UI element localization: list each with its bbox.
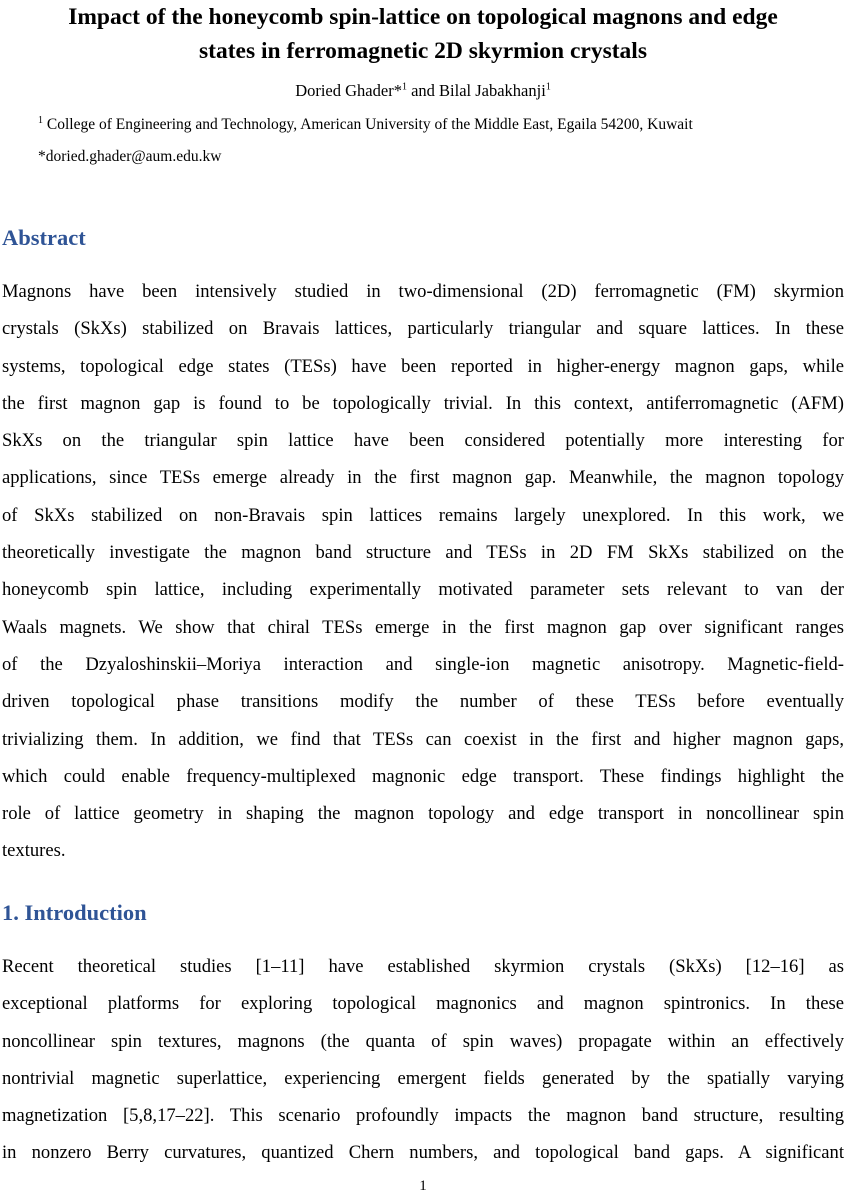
abstract-line: crystals (SkXs) stabilized on Bravais lattices, particularly triangular and square lattices. In these xyxy=(2,318,844,340)
abstract-line: the first magnon gap is found to be topologically trivial. In this context, antiferromagnetic (AFM) xyxy=(2,392,844,414)
introduction-line: magnetization [5,8,17–22]. This scenario profoundly impacts the magnon band structure, resulting xyxy=(2,1105,844,1127)
author-name: Bilal Jabakhanji xyxy=(439,81,546,100)
title-line: Impact of the honeycomb spin-lattice on topological magnons and edge xyxy=(68,4,778,30)
author-affil-sup: 1 xyxy=(545,81,551,93)
abstract-line: honeycomb spin lattice, including experimentally motivated parameter sets relevant to van der xyxy=(2,579,844,601)
affiliation xyxy=(38,115,693,135)
introduction-line: nontrivial magnetic superlattice, experiencing emergent fields generated by the spatially varying xyxy=(2,1067,844,1089)
abstract-body xyxy=(2,273,844,870)
abstract-line: SkXs on the triangular spin lattice have been considered potentially more interesting for xyxy=(2,430,844,452)
abstract-line: theoretically investigate the magnon band structure and TESs in 2D FM SkXs stabilized on the xyxy=(2,542,844,564)
abstract-line: textures. xyxy=(2,840,66,862)
author-name: Doried Ghader* xyxy=(295,81,402,100)
abstract-line: which could enable frequency-multiplexed magnonic edge transport. These findings highlight the xyxy=(2,765,844,787)
title-line: states in ferromagnetic 2D skyrmion crystals xyxy=(199,38,647,64)
introduction-heading: 1. Introduction xyxy=(2,900,147,925)
abstract-line: trivializing them. In addition, we find that TESs can coexist in the first and higher magnon gaps, xyxy=(2,728,844,750)
introduction-line: exceptional platforms for exploring topological magnonics and magnon spintronics. In these xyxy=(2,993,844,1015)
abstract-line: Waals magnets. We show that chiral TESs emerge in the first magnon gap over significant ranges xyxy=(2,616,844,638)
introduction-line: noncollinear spin textures, magnons (the quanta of spin waves) propagate within an effectively xyxy=(2,1030,844,1052)
introduction-line: in nonzero Berry curvatures, quantized Chern numbers, and topological band gaps. A significant xyxy=(2,1142,844,1164)
introduction-line: Recent theoretical studies [1–11] have established skyrmion crystals (SkXs) [12–16] as xyxy=(2,956,844,977)
abstract-line: systems, topological edge states (TESs) have been reported in higher-energy magnon gaps, while xyxy=(2,355,844,377)
page-number: 1 xyxy=(419,1178,427,1194)
introduction-body xyxy=(2,948,844,1172)
affiliation-sup: 1 xyxy=(38,114,43,126)
affiliation-text: College of Engineering and Technology, American University of the Middle East, Egaila 54200, Kuwait xyxy=(43,116,693,133)
abstract-line: of the Dzyaloshinskii–Moriya interaction and single-ion magnetic anisotropy. Magnetic-field- xyxy=(2,653,844,675)
author-affil-sup: 1 xyxy=(401,81,407,93)
author-conjunction: and xyxy=(406,81,440,100)
abstract-line: of SkXs stabilized on non-Bravais spin lattices remains largely unexplored. In this work, we xyxy=(2,504,844,526)
abstract-line: applications, since TESs emerge already in the first magnon gap. Meanwhile, the magnon topology xyxy=(2,467,844,489)
abstract-line: Magnons have been intensively studied in two-dimensional (2D) ferromagnetic (FM) skyrmion xyxy=(2,281,844,302)
abstract-heading: Abstract xyxy=(2,225,86,250)
abstract-line: driven topological phase transitions modify the number of these TESs before eventually xyxy=(2,691,844,713)
paper-title xyxy=(0,0,846,68)
author-list xyxy=(0,80,846,102)
corresponding-email[interactable]: *doried.ghader@aum.edu.kw xyxy=(38,148,222,165)
abstract-line: role of lattice geometry in shaping the magnon topology and edge transport in noncollinear spin xyxy=(2,803,844,825)
